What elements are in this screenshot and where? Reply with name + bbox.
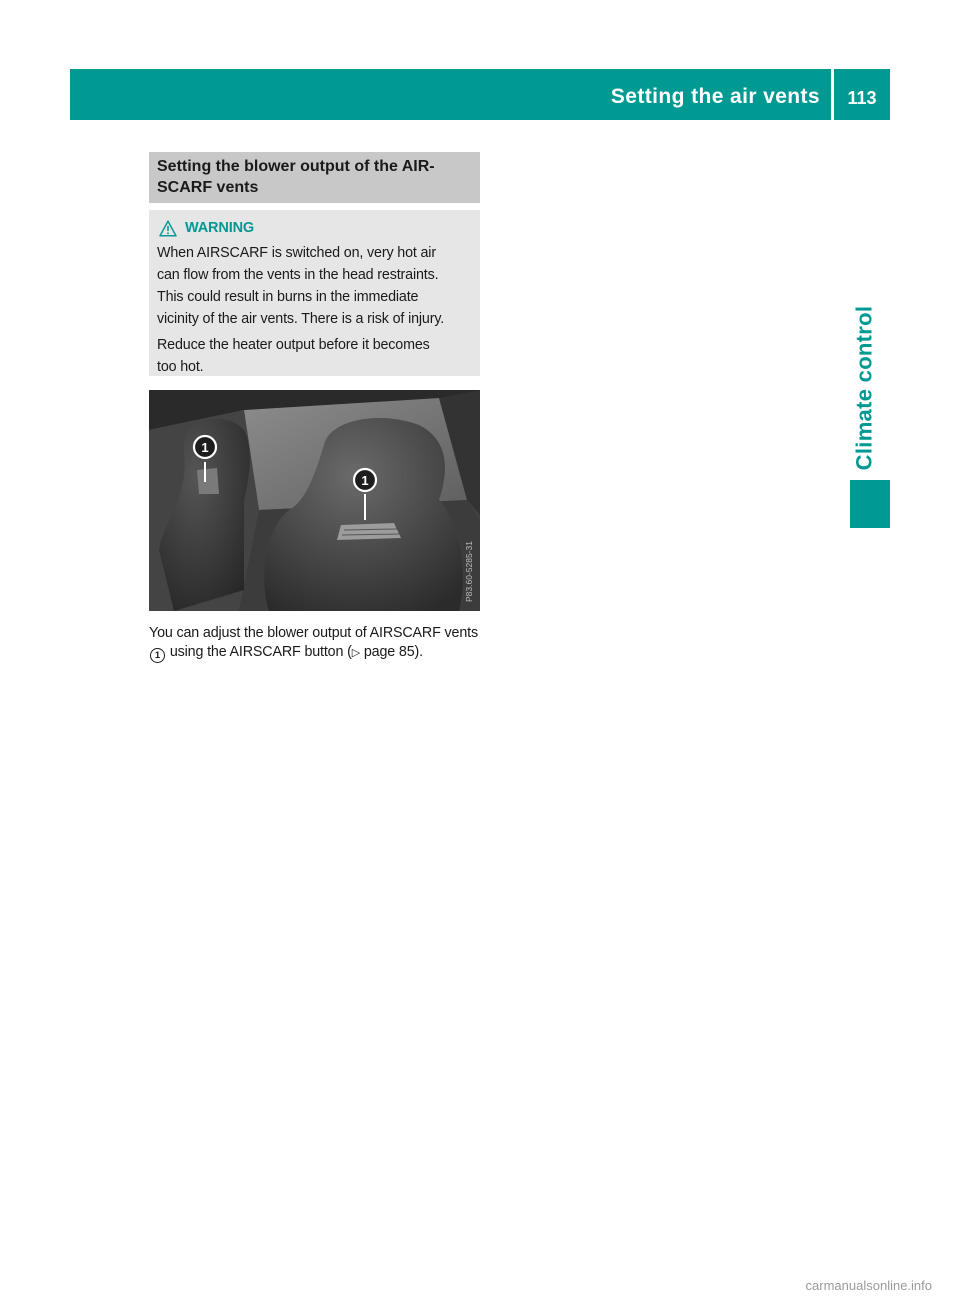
header-title: Setting the air vents bbox=[610, 85, 820, 108]
warning-label: WARNING bbox=[185, 220, 255, 236]
body-text-part: using the AIRSCARF button ( bbox=[166, 643, 352, 660]
body-text-part: You can adjust the blower output of AIRSCARF vents bbox=[149, 625, 478, 641]
warning-triangle-icon bbox=[159, 220, 177, 237]
page-number: 113 bbox=[847, 88, 877, 108]
section-heading bbox=[149, 152, 480, 203]
body-paragraph bbox=[149, 624, 480, 663]
side-tab bbox=[838, 300, 890, 476]
page-header-bar bbox=[70, 69, 890, 120]
vehicle-interior-photo bbox=[149, 390, 480, 611]
callout-badge: 1 bbox=[150, 648, 165, 663]
side-tab-label: Climate control bbox=[851, 305, 877, 471]
warning-text bbox=[157, 242, 472, 378]
body-text-part[interactable]: page 85). bbox=[360, 643, 423, 660]
seat-headrest-illustration bbox=[149, 390, 480, 611]
figure-callout-label: 1 bbox=[201, 440, 209, 455]
section-heading-text: Setting the blower output of the AIR- SCARF vents bbox=[157, 158, 435, 196]
figure-callout-label: 1 bbox=[361, 473, 369, 488]
warning-header bbox=[157, 216, 472, 240]
figure-image-code: P83.60-5285-31 bbox=[464, 541, 474, 602]
side-tab-marker bbox=[850, 480, 890, 528]
page-ref-arrow-icon: ▷ bbox=[351, 646, 361, 659]
warning-paragraph: Reduce the heater output before it becomes too hot. bbox=[157, 337, 430, 375]
warning-paragraph: When AIRSCARF is switched on, very hot air can flow from the vents in the head restraints. This could result in burns in the immediate vicinity of the air vents. There is a risk of injury. bbox=[157, 245, 445, 327]
warning-box bbox=[149, 210, 480, 376]
footer-watermark: carmanualsonline.info bbox=[805, 1278, 932, 1293]
